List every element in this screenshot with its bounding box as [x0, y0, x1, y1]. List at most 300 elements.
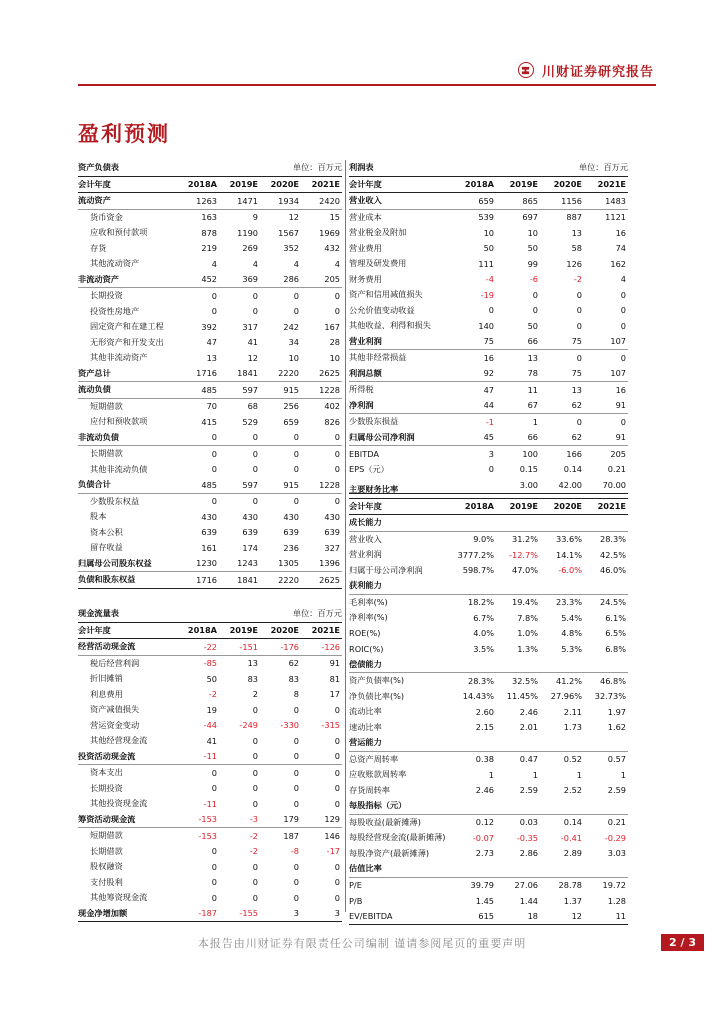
row-value: 4.0% [473, 628, 494, 639]
row-value: 16 [615, 227, 627, 238]
row-value: 0 [293, 290, 299, 301]
row-value: 1567 [278, 227, 299, 238]
row-value: -3 [219, 812, 260, 828]
row-label: 非流动资产 [78, 272, 178, 288]
row-value: 45 [452, 430, 496, 446]
row-value [584, 735, 628, 751]
row-value: 1934 [260, 193, 301, 210]
row-value: 10 [288, 352, 299, 363]
row-value: 0 [620, 289, 627, 300]
row-value: 1969 [319, 227, 341, 238]
row-value: 0 [334, 861, 341, 872]
row-value: 485 [178, 477, 219, 493]
table-row [78, 749, 342, 765]
row-value: 0 [334, 290, 341, 301]
row-value: 1471 [219, 193, 260, 210]
row-value: 14.43% [462, 691, 494, 702]
row-value: 11.45% [506, 691, 538, 702]
row-value: 62 [540, 398, 584, 414]
row-value: 1841 [219, 366, 260, 382]
row-label: 流动比率 [349, 706, 382, 717]
row-label: 其他非流动资产 [90, 352, 148, 363]
row-value: 0 [293, 798, 299, 809]
row-value: 1.28 [607, 895, 626, 906]
row-value: 639 [242, 527, 258, 538]
table-row [78, 430, 342, 446]
row-value: 9 [252, 212, 258, 223]
table-row [78, 687, 342, 703]
row-value: 28.78 [558, 880, 582, 891]
row-value: 0.21 [607, 464, 627, 475]
row-label: 固定资产和在建工程 [90, 321, 164, 332]
row-value: 697 [522, 212, 538, 223]
row-value: 0 [252, 306, 258, 317]
row-value: 1263 [178, 193, 219, 210]
row-value: 0 [334, 306, 341, 317]
row-label: 资产负债率(%) [349, 675, 405, 686]
row-label: 利息费用 [90, 688, 123, 699]
row-value: 1.73 [563, 722, 582, 733]
row-value: 83 [288, 673, 299, 684]
row-value: 10 [329, 352, 341, 363]
table-row [78, 525, 342, 541]
row-value: 100 [522, 448, 538, 459]
row-value: 0 [532, 305, 538, 316]
row-label: 长期投资 [90, 782, 123, 793]
table-row [349, 515, 628, 532]
row-value: 0 [252, 783, 258, 794]
row-value: 0 [252, 798, 258, 809]
row-value: 15 [329, 212, 341, 223]
table-row [78, 671, 342, 687]
row-value: 46.8% [599, 675, 626, 686]
table-row [349, 225, 628, 241]
row-value: 6.1% [605, 612, 626, 623]
row-value: 111 [478, 258, 494, 269]
row-value [452, 798, 496, 814]
row-value: 1 [532, 416, 538, 427]
row-label: 其他投资现金流 [90, 798, 148, 809]
row-value: 0 [293, 735, 299, 746]
row-label: 财务费用 [349, 273, 382, 284]
table-row [349, 547, 628, 563]
row-value: 1483 [584, 193, 628, 210]
table-row [349, 193, 628, 210]
row-value: 2625 [301, 572, 342, 589]
table-row [349, 673, 628, 689]
row-label: 流动资产 [78, 193, 178, 210]
row-label: 营业利润 [349, 334, 452, 350]
row-value: -155 [219, 906, 260, 922]
row-value [584, 578, 628, 594]
ratios-header-year: 2020E [540, 498, 584, 515]
row-value: 0 [334, 877, 341, 888]
row-value: 369 [219, 272, 260, 288]
table-row [78, 765, 342, 781]
row-value: 1305 [260, 556, 301, 572]
row-value: 0 [334, 783, 341, 794]
row-value: 99 [527, 258, 538, 269]
row-value: -153 [178, 812, 219, 828]
row-value: -11 [178, 749, 219, 765]
row-value: 2.46 [519, 706, 538, 717]
table-row [78, 319, 342, 335]
row-value: 41 [206, 735, 217, 746]
table-row [78, 718, 342, 734]
row-value: 11 [527, 384, 538, 395]
table-row [349, 430, 628, 446]
table-row [349, 303, 628, 319]
row-value: 166 [566, 448, 582, 459]
cashflow-header-year: 2018A [178, 622, 219, 639]
brand-logo-icon [518, 62, 534, 78]
row-value: 9.0% [473, 534, 494, 545]
row-value: 6.8% [605, 643, 626, 654]
row-label: 折旧摊销 [90, 673, 123, 684]
row-label: 归属母公司净利润 [349, 430, 452, 446]
row-label: EBITDA [349, 448, 379, 459]
row-value: 0 [260, 749, 301, 765]
row-value: 0 [334, 798, 341, 809]
row-label: 管理及研发费用 [349, 258, 407, 269]
row-value: 659 [283, 416, 299, 427]
table-row [349, 689, 628, 705]
row-value: 0.52 [563, 754, 582, 765]
row-value: 0 [576, 416, 582, 427]
cashflow-title: 现金流量表 [78, 606, 178, 622]
row-value: 74 [615, 243, 627, 254]
row-value: 878 [201, 227, 217, 238]
row-value: 91 [584, 430, 628, 446]
row-value: 1 [620, 769, 626, 780]
row-value: 0 [576, 352, 582, 363]
row-value: 452 [178, 272, 219, 288]
row-label: 营业成本 [349, 211, 382, 222]
row-value: 70.00 [584, 477, 628, 493]
row-value: 5.3% [561, 643, 582, 654]
row-value: 6.5% [605, 628, 626, 639]
table-row [349, 751, 628, 767]
balance-header-year: 2018A [178, 176, 219, 193]
row-label: 资本支出 [90, 767, 123, 778]
row-value: -187 [178, 906, 219, 922]
row-label: 其他收益、利得和损失 [349, 320, 431, 331]
table-row [78, 225, 342, 241]
row-label: 利润总额 [349, 366, 452, 382]
row-value: 0 [620, 416, 627, 427]
table-row [78, 398, 342, 414]
row-value: -0.35 [516, 832, 538, 843]
row-value: 12 [540, 909, 584, 925]
table-row [349, 641, 628, 657]
row-value: 2420 [301, 193, 342, 210]
row-value: 1.62 [607, 722, 626, 733]
row-value: 0 [576, 289, 582, 300]
row-value: 1243 [219, 556, 260, 572]
ratios-header-label: 会计年度 [349, 498, 452, 515]
table-row [78, 272, 342, 288]
row-value: 70 [206, 401, 217, 412]
row-label: 短期借款 [90, 830, 123, 841]
row-value: 12 [288, 212, 299, 223]
row-value: 0 [334, 767, 341, 778]
table-row [78, 366, 342, 382]
table-row [349, 366, 628, 382]
row-value [540, 798, 584, 814]
ratios-title: 主要财务比率 [349, 482, 628, 498]
row-label: 资产总计 [78, 366, 178, 382]
row-value: 485 [178, 382, 219, 399]
row-value: 91 [329, 658, 341, 669]
row-value: 915 [260, 382, 301, 399]
table-row [349, 830, 628, 846]
row-value: 0 [252, 735, 258, 746]
row-label: 其他流动资产 [90, 258, 140, 269]
row-value: -2 [573, 274, 582, 285]
row-value: 0 [576, 320, 582, 331]
row-value [540, 578, 584, 594]
row-value: -153 [198, 830, 217, 841]
row-value: 0 [301, 430, 342, 446]
table-row [78, 509, 342, 525]
row-value: 28.3% [599, 534, 626, 545]
row-value: 67 [496, 398, 540, 414]
row-value: 0 [293, 892, 299, 903]
table-row [78, 288, 342, 304]
row-value: 66 [496, 430, 540, 446]
row-label: 营业收入 [349, 193, 452, 210]
table-row [349, 767, 628, 783]
row-value: 915 [260, 477, 301, 493]
row-value: 1.44 [519, 895, 538, 906]
row-label: P/E [349, 880, 362, 891]
row-label: 净利润 [349, 398, 452, 414]
row-label: 经营活动现金流 [78, 639, 178, 656]
cashflow-header-year: 2021E [301, 622, 342, 639]
ratios-header-year: 2018A [452, 498, 496, 515]
row-value: 597 [219, 477, 260, 493]
row-value: 3777.2% [457, 549, 494, 560]
table-row [78, 382, 342, 399]
row-value: 27.96% [550, 691, 582, 702]
row-value: -11 [203, 798, 217, 809]
row-value: 205 [301, 272, 342, 288]
row-value: 12 [247, 352, 258, 363]
row-value: 2.46 [475, 785, 494, 796]
row-value: 3.00 [496, 477, 540, 493]
row-value: 2 [252, 689, 258, 700]
row-label: 股本 [90, 511, 107, 522]
row-label: 资本公积 [90, 526, 123, 537]
table-row [78, 446, 342, 462]
row-value: 0 [334, 735, 341, 746]
table-row [78, 493, 342, 509]
table-row [78, 781, 342, 797]
row-value: 0 [252, 290, 258, 301]
row-value: -176 [260, 639, 301, 656]
row-value: 0.57 [607, 754, 626, 765]
row-value: 18.2% [467, 597, 494, 608]
row-value: 0 [211, 464, 217, 475]
row-value: 0 [252, 448, 258, 459]
row-value: 32.73% [594, 691, 626, 702]
row-value: 0 [211, 448, 217, 459]
row-value: 1.97 [607, 706, 626, 717]
table-row [349, 578, 628, 594]
balance-header-label: 会计年度 [78, 176, 178, 193]
cashflow-header-label: 会计年度 [78, 622, 178, 639]
row-value: 4 [293, 258, 299, 269]
table-row [78, 859, 342, 875]
row-value: 0 [620, 320, 627, 331]
row-value: 47.0% [511, 565, 538, 576]
row-value: 1190 [237, 227, 258, 238]
table-row [78, 655, 342, 671]
row-value: 1.37 [563, 895, 582, 906]
row-value: 58 [571, 243, 582, 254]
row-value [584, 798, 628, 814]
row-value: 2.86 [519, 848, 538, 859]
row-value: 34 [288, 337, 299, 348]
row-value: 75 [452, 334, 496, 350]
table-row [349, 626, 628, 642]
table-row [349, 272, 628, 288]
row-value: 0 [252, 704, 258, 715]
brand-name: 川财证券研究报告 [541, 64, 654, 80]
row-value [540, 515, 584, 532]
row-value: 78 [496, 366, 540, 382]
row-value [496, 798, 540, 814]
row-value: 62 [288, 658, 299, 669]
row-label: 负债和股东权益 [78, 572, 178, 589]
row-value [496, 578, 540, 594]
row-value: 3.03 [607, 848, 626, 859]
row-value [452, 515, 496, 532]
table-row [349, 798, 628, 814]
table-row [349, 398, 628, 414]
row-value: -4 [485, 274, 494, 285]
table-row [78, 639, 342, 656]
row-value: -0.41 [560, 832, 582, 843]
row-value: 430 [283, 511, 299, 522]
table-row [349, 720, 628, 736]
row-value: 11 [584, 909, 628, 925]
row-label: 其他非经常损益 [349, 352, 407, 363]
row-label: 长期借款 [90, 448, 123, 459]
row-value: 1 [532, 769, 538, 780]
row-value: 639 [201, 527, 217, 538]
balance-sheet-table [78, 160, 342, 589]
table-row [78, 556, 342, 572]
row-value [496, 515, 540, 532]
row-value: 129 [301, 812, 342, 828]
row-label: 其他经营现金流 [90, 735, 148, 746]
brand-header [518, 60, 654, 80]
income-header-year: 2019E [496, 176, 540, 193]
row-value: 1228 [301, 477, 342, 493]
row-label: P/B [349, 895, 363, 906]
row-label: EPS（元） [349, 463, 389, 474]
row-value: 659 [452, 193, 496, 210]
row-label: 流动负债 [78, 382, 178, 399]
row-value: -22 [178, 639, 219, 656]
row-value: 1841 [219, 572, 260, 589]
row-value: 0 [334, 448, 341, 459]
row-label: 每股指标（元） [349, 798, 452, 814]
table-row [78, 414, 342, 430]
table-row [349, 414, 628, 430]
row-value: 81 [329, 673, 341, 684]
row-label: 其他非流动负债 [90, 463, 148, 474]
row-value: 163 [201, 212, 217, 223]
row-value: 1 [488, 769, 494, 780]
row-value: 0 [252, 892, 258, 903]
table-row [349, 861, 628, 877]
row-value: 0 [252, 496, 258, 507]
row-label: 营运能力 [349, 735, 452, 751]
row-value: 1228 [301, 382, 342, 399]
row-label: 长期借款 [90, 845, 123, 856]
row-label: 长期投资 [90, 290, 123, 301]
row-label: 营业税金及附加 [349, 227, 407, 238]
table-row [349, 783, 628, 799]
row-value: 0 [620, 305, 627, 316]
row-value: 27.06 [514, 880, 538, 891]
row-value: 0 [293, 877, 299, 888]
row-value: 7.8% [517, 612, 538, 623]
table-row [349, 610, 628, 626]
row-value: 62 [540, 430, 584, 446]
row-label: 归属母公司股东权益 [78, 556, 178, 572]
table-row [349, 704, 628, 720]
row-value: -0.07 [472, 832, 494, 843]
table-row [349, 909, 628, 925]
table-row [349, 382, 628, 398]
row-label: 净利率(%) [349, 612, 388, 623]
row-value: 352 [283, 243, 299, 254]
row-value: 327 [324, 542, 341, 553]
row-label: ROE(%) [349, 628, 381, 639]
cash-flow-table [78, 606, 342, 922]
row-value: 0 [211, 892, 217, 903]
row-label: 获利能力 [349, 578, 452, 594]
table-row [349, 735, 628, 751]
row-value: 0 [211, 877, 217, 888]
table-row [349, 563, 628, 579]
row-value: 19.4% [511, 597, 538, 608]
row-label: 应付和预收款项 [90, 416, 148, 427]
row-value: 0 [252, 861, 258, 872]
table-row [78, 875, 342, 891]
row-value: 0 [211, 306, 217, 317]
row-value: 430 [324, 511, 341, 522]
row-label: 投资性房地产 [90, 305, 140, 316]
row-label: 总资产周转率 [349, 753, 399, 764]
row-label: 营业利润 [349, 549, 382, 560]
row-value: 2625 [301, 366, 342, 382]
row-value: 3 [260, 906, 301, 922]
row-value: 5.4% [561, 612, 582, 623]
row-label: 无形资产和开发支出 [90, 336, 164, 347]
row-value: -151 [219, 639, 260, 656]
table-row [349, 462, 628, 478]
row-label: 应收账款周转率 [349, 769, 407, 780]
row-value: 8 [293, 689, 299, 700]
row-value: 174 [242, 542, 258, 553]
row-value: 286 [260, 272, 301, 288]
row-value: 2.11 [563, 706, 582, 717]
row-value: 0 [252, 767, 258, 778]
